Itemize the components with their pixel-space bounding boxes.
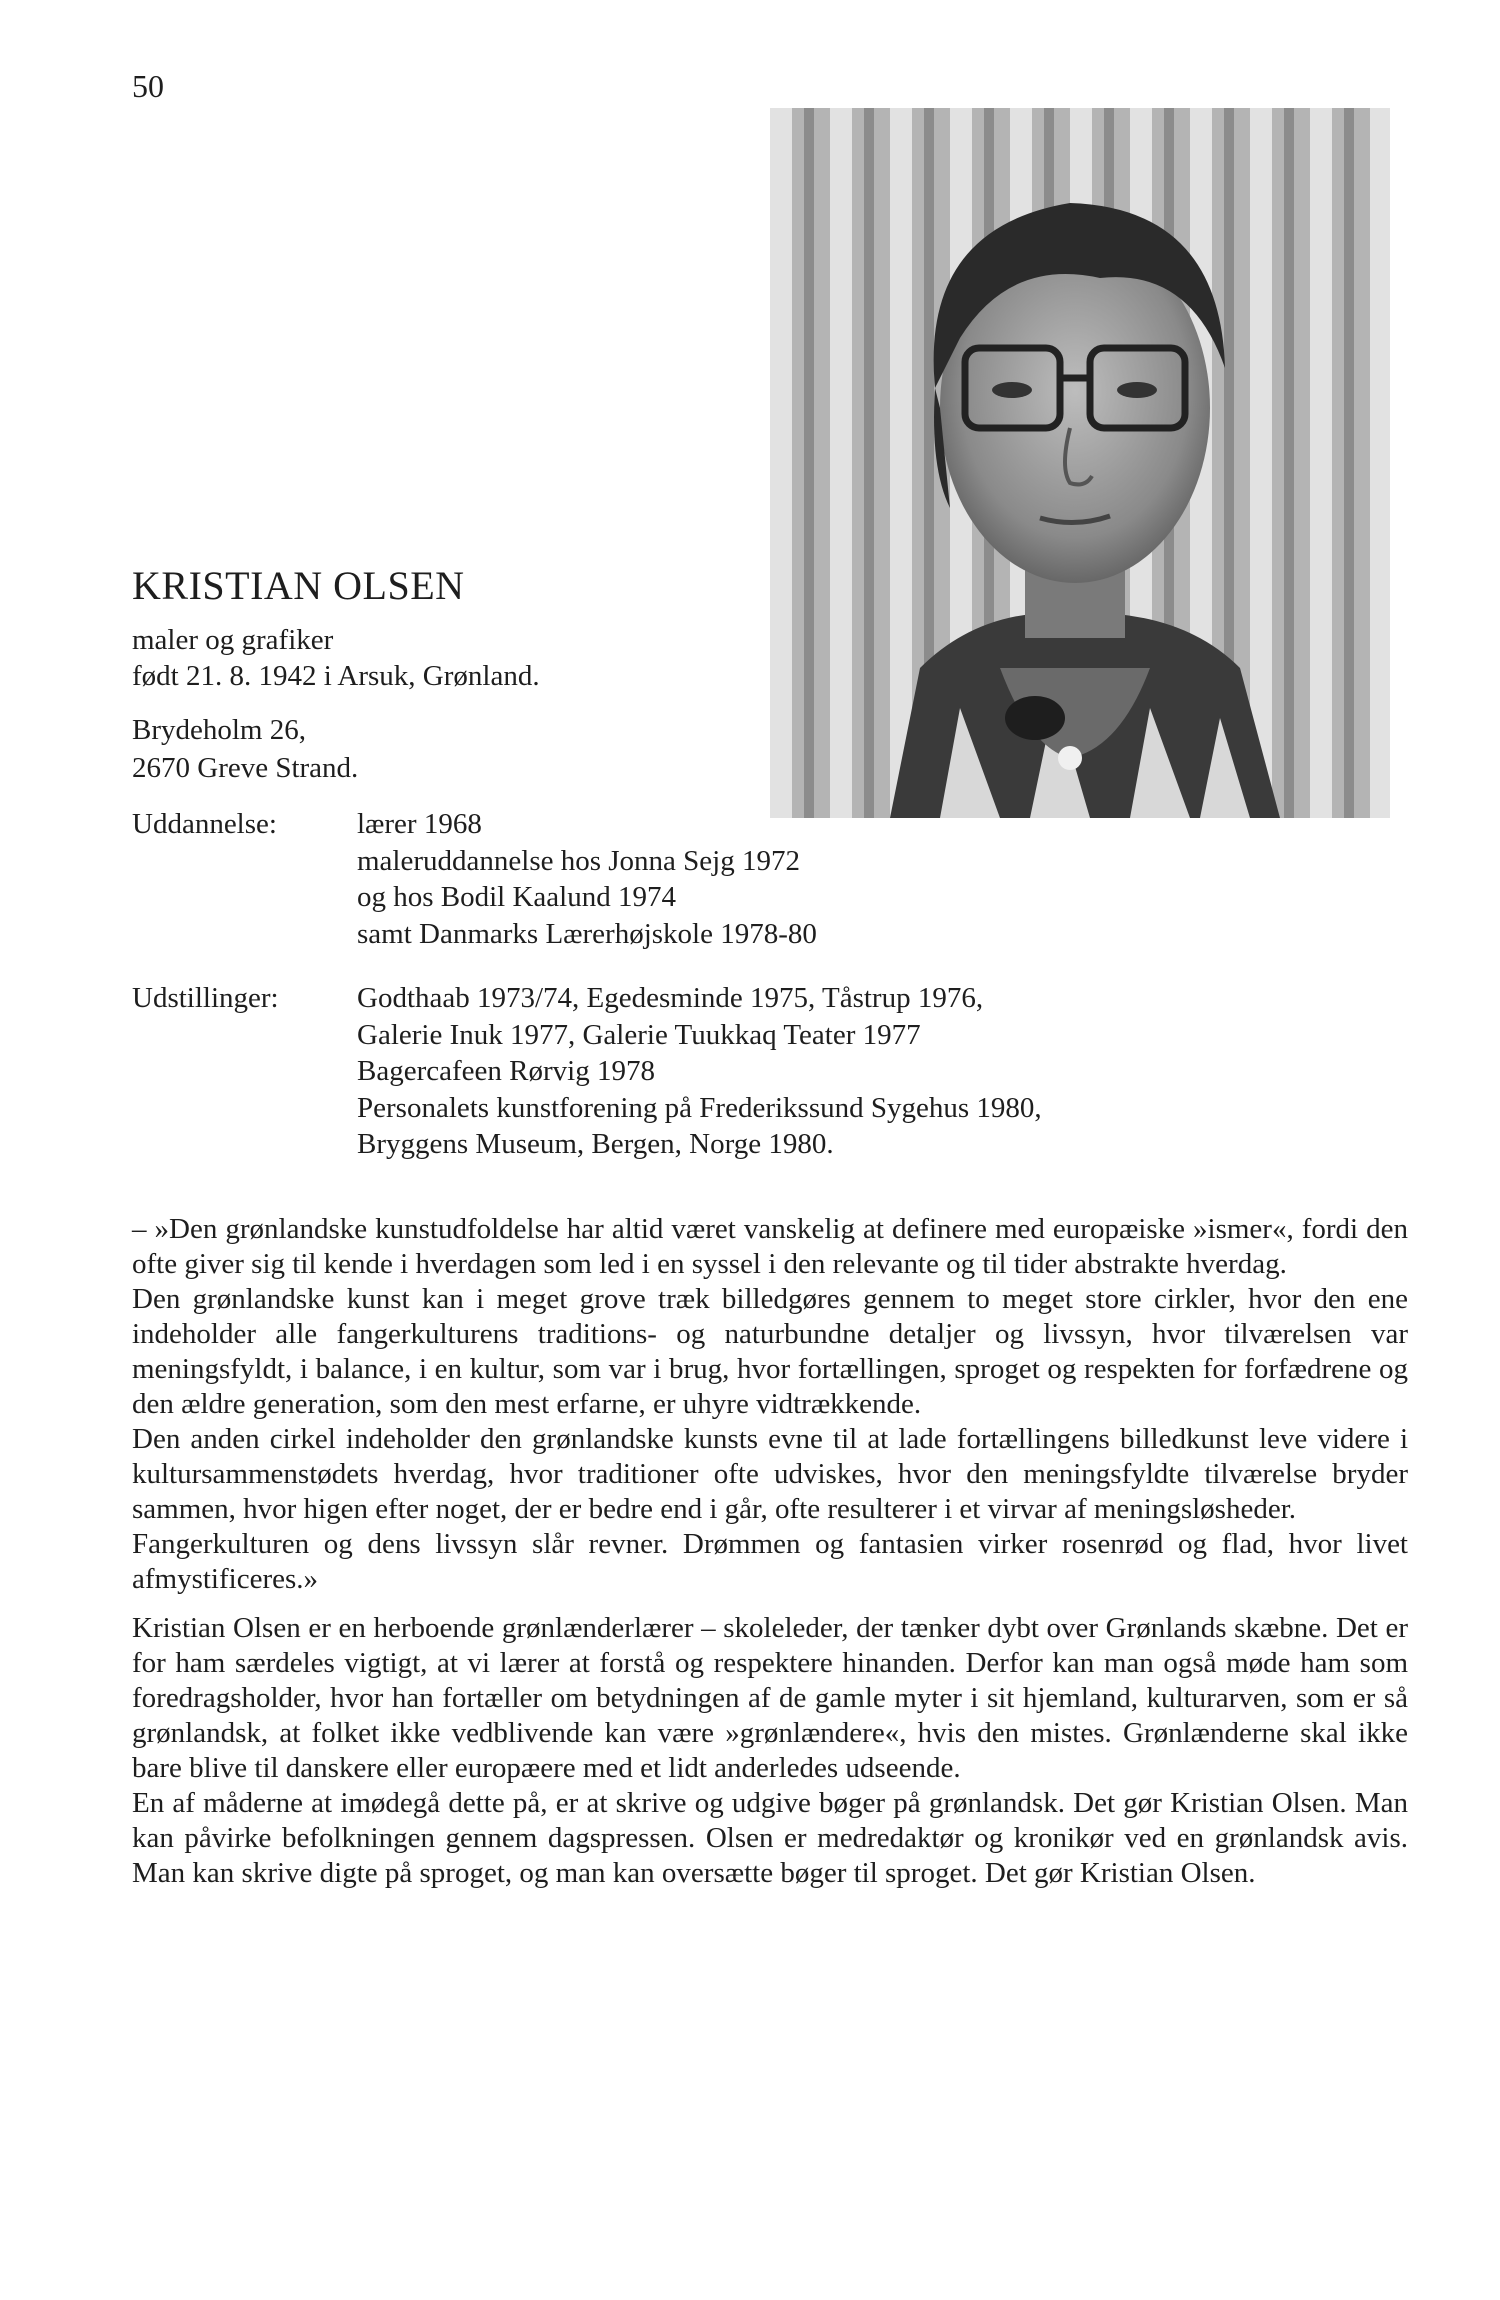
article-body — [132, 1212, 1408, 1891]
page-number: 50 — [132, 68, 164, 104]
education-line: maleruddannelse hos Jonna Sejg 1972 — [357, 844, 800, 877]
artist-birth: født 21. 8. 1942 i Arsuk, Grønland. — [132, 660, 540, 692]
quote-paragraph: Den anden cirkel indeholder den grønlandske kunsts evne til at lade fortællingens billedkunst leve videre i kultursammenstødets hverdag, hvor traditioner ofte udviskes, hvor den meningsfyldte tilværelse bryder sammen, hvor higen efter noget, der er bedre end i går, ofte resulterer i et virvar af meningsløsheder. — [132, 1423, 1408, 1525]
quote-paragraph: Den grønlandske kunst kan i meget grove træk billedgøres gennem to meget store cirkler, hvor den ene indeholder alle fangerkulturens traditions- og naturbundne detaljer og livssyn, hvor tilværelsen var meningsfyldt, i balance, i en kultur, som var i brug, hvor fortællingen, sproget og respekten for forfædrene og den ældre generation, som den mest erfarne, er uhyre vidtrækkende. — [132, 1283, 1408, 1420]
education-line: lærer 1968 — [357, 808, 482, 840]
exhibition-line: Galerie Inuk 1977, Galerie Tuukkaq Teater 1977 — [357, 1018, 921, 1051]
quote-paragraph: Fangerkulturen og dens livssyn slår revner. Drømmen og fantasien virker rosenrød og flad, hvor livet afmystificeres.» — [132, 1528, 1408, 1595]
exhibition-line: Personalets kunstforening på Frederikssund Sygehus 1980, — [357, 1091, 1042, 1124]
bio-paragraph: Kristian Olsen er en herboende grønlænderlærer – skoleleder, der tænker dybt over Grønlands skæbne. Det er for ham særdeles vigtigt, at vi lærer at forstå og respektere hinanden. Derfor kan man også møde ham som foredragsholder, hvor han fortæller om betydningen af de gamle myter i sit hjemland, kulturarven, som er så grønlandsk, at folket ikke vedblivende kan være »grønlændere«, hvis den mistes. Grønlænderne skal ikke bare blive til danskere eller europæere med et lidt anderledes udseende. — [132, 1612, 1408, 1784]
address-street: Brydeholm 26, — [132, 714, 306, 746]
address-city: 2670 Greve Strand. — [132, 752, 359, 784]
education-label: Uddannelse: — [132, 808, 277, 840]
education-line: samt Danmarks Lærerhøjskole 1978-80 — [357, 917, 817, 950]
quote-paragraph: – »Den grønlandske kunstudfoldelse har altid været vanskelig at definere med europæiske »ismer«, fordi den ofte giver sig til kende i hverdagen som led i en syssel i den relevante og til tider abstrakte hverdag. — [132, 1213, 1408, 1280]
exhibitions-label: Udstillinger: — [132, 982, 279, 1014]
education-line: og hos Bodil Kaalund 1974 — [357, 881, 676, 913]
artist-role: maler og grafiker — [132, 624, 334, 656]
bio-paragraph: En af måderne at imødegå dette på, er at skrive og udgive bøger på grønlandsk. Det gør Kristian Olsen. Man kan påvirke befolkningen gennem dagspressen. Olsen er medredaktør og kronikør ved en grønlandsk avis. Man kan skrive digte på sproget, og man kan oversætte bøger til sproget. Det gør Kristian Olsen. — [132, 1787, 1408, 1889]
artist-name: KRISTIAN OLSEN — [132, 563, 465, 608]
exhibition-line: Bryggens Museum, Bergen, Norge 1980. — [357, 1128, 834, 1160]
exhibition-line: Bagercafeen Rørvig 1978 — [357, 1055, 655, 1087]
exhibition-line: Godthaab 1973/74, Egedesminde 1975, Tåstrup 1976, — [357, 982, 984, 1014]
portrait-photo — [770, 108, 1390, 818]
